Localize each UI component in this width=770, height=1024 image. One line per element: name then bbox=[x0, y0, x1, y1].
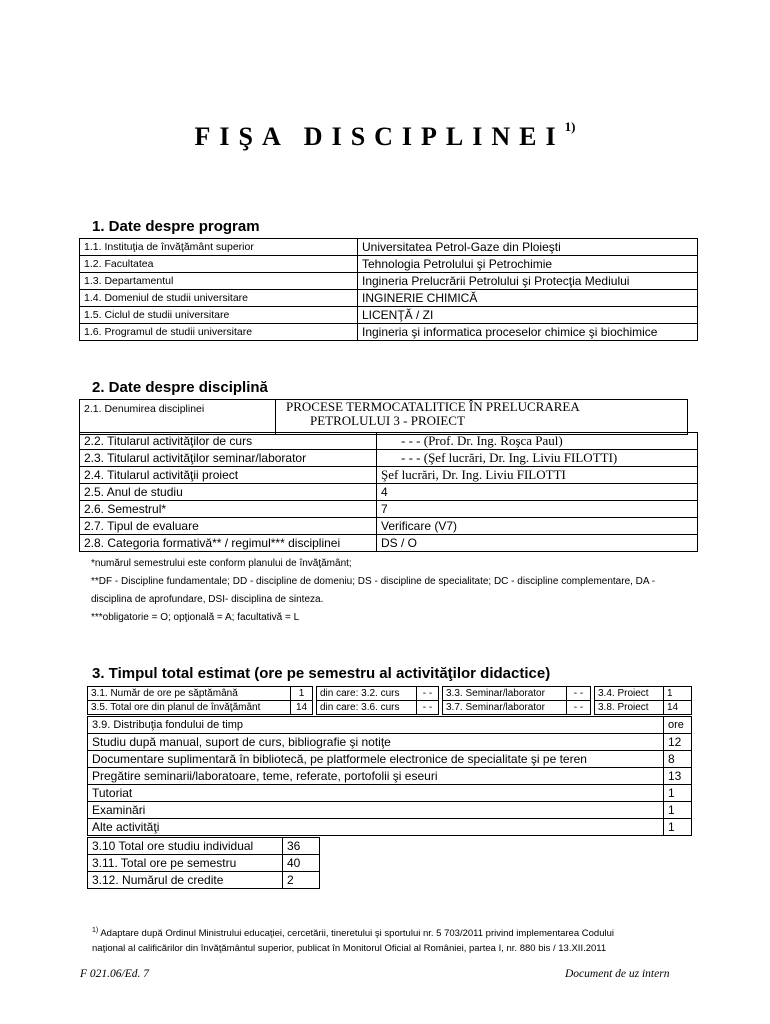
discipline-value: Verificare (V7) bbox=[377, 518, 698, 535]
activity-hours: 1 bbox=[664, 802, 692, 819]
total-row bbox=[88, 838, 320, 855]
total-label: 3.12. Numărul de credite bbox=[88, 872, 283, 889]
discipline-value: 4 bbox=[377, 484, 698, 501]
total-value: 40 bbox=[283, 855, 320, 872]
program-row bbox=[80, 273, 698, 290]
total-label: 3.10 Total ore studiu individual bbox=[88, 838, 283, 855]
activity-row bbox=[88, 768, 692, 785]
activity-row bbox=[88, 802, 692, 819]
totals-table bbox=[87, 837, 320, 889]
program-value: INGINERIE CHIMICĂ bbox=[358, 290, 698, 307]
discipline-label: 2.2. Titularul activităţilor de curs bbox=[80, 433, 377, 450]
program-label: 1.3. Departamentul bbox=[80, 273, 358, 290]
footnote: $^{1)}$ Adaptare după Ordinul Ministrului educaţiei, cercetării, tineretului şi sportului nr. 5 703/2011 privind implementarea Codului naţional al calificărilor din învăţământul superior, publicat în Monitorul Oficial al României, partea I, nr. 880 bis / 13.XII.2011 bbox=[92, 927, 614, 955]
activity-hours: 12 bbox=[664, 734, 692, 751]
note-categories-cont: disciplina de aprofundare, DSI- disciplina de sinteza. bbox=[91, 594, 324, 605]
discipline-label: 2.8. Categoria formativă** / regimul*** disciplinei bbox=[80, 535, 377, 552]
discipline-row bbox=[80, 535, 698, 552]
note-regime: ***obligatorie = O; opţională = A; facultativă = L bbox=[91, 612, 300, 623]
discipline-row bbox=[80, 467, 698, 484]
program-row bbox=[80, 239, 698, 256]
activity-label: Examinări bbox=[88, 802, 664, 819]
section-3-heading: 3. Timpul total estimat (ore pe semestru al activităţilor didactice) bbox=[92, 665, 551, 682]
discipline-label: 2.7. Tipul de evaluare bbox=[80, 518, 377, 535]
program-value: Ingineria şi informatica proceselor chimice şi biochimice bbox=[358, 324, 698, 341]
program-row bbox=[80, 324, 698, 341]
total-value: 2 bbox=[283, 872, 320, 889]
note-semester: *numărul semestrului este conform planului de învăţământ; bbox=[91, 558, 352, 569]
activity-row bbox=[88, 819, 692, 836]
discipline-value: - - - (Prof. Dr. Ing. Roşca Paul) bbox=[377, 433, 698, 450]
discipline-value: 7 bbox=[377, 501, 698, 518]
total-label: 3.11. Total ore pe semestru bbox=[88, 855, 283, 872]
hours-table bbox=[87, 686, 692, 715]
activity-hours: 1 bbox=[664, 819, 692, 836]
discipline-title-table bbox=[79, 399, 688, 435]
program-row bbox=[80, 307, 698, 324]
discipline-name-value: PROCESE TERMOCATALITICE ÎN PRELUCRAREA PETROLULUI 3 - PROIECT bbox=[276, 400, 688, 435]
time-distribution-table bbox=[87, 716, 692, 836]
program-row bbox=[80, 256, 698, 273]
program-value: LICENŢĂ / ZI bbox=[358, 307, 698, 324]
discipline-row bbox=[80, 518, 698, 535]
discipline-value: - - - (Şef lucrări, Dr. Ing. Liviu FILOTTI) bbox=[377, 450, 698, 467]
activity-hours: 1 bbox=[664, 785, 692, 802]
document-classification: Document de uz intern bbox=[565, 968, 670, 980]
program-value: Ingineria Prelucrării Petrolului şi Protecţia Mediului bbox=[358, 273, 698, 290]
discipline-label: 2.4. Titularul activităţii proiect bbox=[80, 467, 377, 484]
program-label: 1.6. Programul de studii universitare bbox=[80, 324, 358, 341]
discipline-table bbox=[79, 432, 698, 552]
hours-row-total: 3.5. Total ore din planul de învăţământ 14 din care: 3.6. curs - - 3.7. Seminar/laborator - - 3.8. Proiect 14 bbox=[88, 701, 692, 715]
activity-label: Pregătire seminarii/laboratoare, teme, referate, portofolii şi eseuri bbox=[88, 768, 664, 785]
activity-hours: 13 bbox=[664, 768, 692, 785]
activity-row bbox=[88, 785, 692, 802]
distribution-header-row: 3.9. Distribuţia fondului de timp ore bbox=[88, 717, 692, 734]
discipline-row bbox=[80, 450, 698, 467]
program-value: Tehnologia Petrolului şi Petrochimie bbox=[358, 256, 698, 273]
program-row bbox=[80, 290, 698, 307]
program-label: 1.5. Ciclul de studii universitare bbox=[80, 307, 358, 324]
activity-label: Documentare suplimentară în bibliotecă, pe platformele electronice de specialitate şi pe teren bbox=[88, 751, 664, 768]
activity-label: Alte activităţi bbox=[88, 819, 664, 836]
discipline-value: Şef lucrări, Dr. Ing. Liviu FILOTTI bbox=[377, 467, 698, 484]
note-categories: **DF - Discipline fundamentale; DD - discipline de domeniu; DS - discipline de specialitate; DC - discipline complementare, DA - bbox=[91, 576, 656, 587]
section-1-heading: 1. Date despre program bbox=[92, 218, 260, 235]
total-row bbox=[88, 855, 320, 872]
discipline-label: 2.3. Titularul activităţilor seminar/laborator bbox=[80, 450, 377, 467]
discipline-name-label: 2.1. Denumirea disciplinei bbox=[80, 400, 276, 435]
section-2-heading: 2. Date despre disciplină bbox=[92, 379, 268, 396]
activity-row bbox=[88, 734, 692, 751]
program-label: 1.4. Domeniul de studii universitare bbox=[80, 290, 358, 307]
program-label: 1.2. Facultatea bbox=[80, 256, 358, 273]
program-value: Universitatea Petrol-Gaze din Ploieşti bbox=[358, 239, 698, 256]
program-label: 1.1. Instituţia de învăţământ superior bbox=[80, 239, 358, 256]
form-code: F 021.06/Ed. 7 bbox=[80, 968, 149, 980]
discipline-row bbox=[80, 433, 698, 450]
program-table bbox=[79, 238, 698, 341]
activity-label: Studiu după manual, suport de curs, bibliografie şi notiţe bbox=[88, 734, 664, 751]
discipline-value: DS / O bbox=[377, 535, 698, 552]
total-row bbox=[88, 872, 320, 889]
discipline-row bbox=[80, 484, 698, 501]
hours-row-weekly: 3.1. Număr de ore pe săptămână 1 din care: 3.2. curs - - 3.3. Seminar/laborator - - 3.4. Proiect 1 bbox=[88, 687, 692, 701]
total-value: 36 bbox=[283, 838, 320, 855]
discipline-label: 2.6. Semestrul* bbox=[80, 501, 377, 518]
activity-hours: 8 bbox=[664, 751, 692, 768]
page-title: FIŞA DISCIPLINEI$^{1)}$ bbox=[194, 119, 576, 151]
discipline-label: 2.5. Anul de studiu bbox=[80, 484, 377, 501]
activity-row bbox=[88, 751, 692, 768]
discipline-row bbox=[80, 501, 698, 518]
activity-label: Tutoriat bbox=[88, 785, 664, 802]
